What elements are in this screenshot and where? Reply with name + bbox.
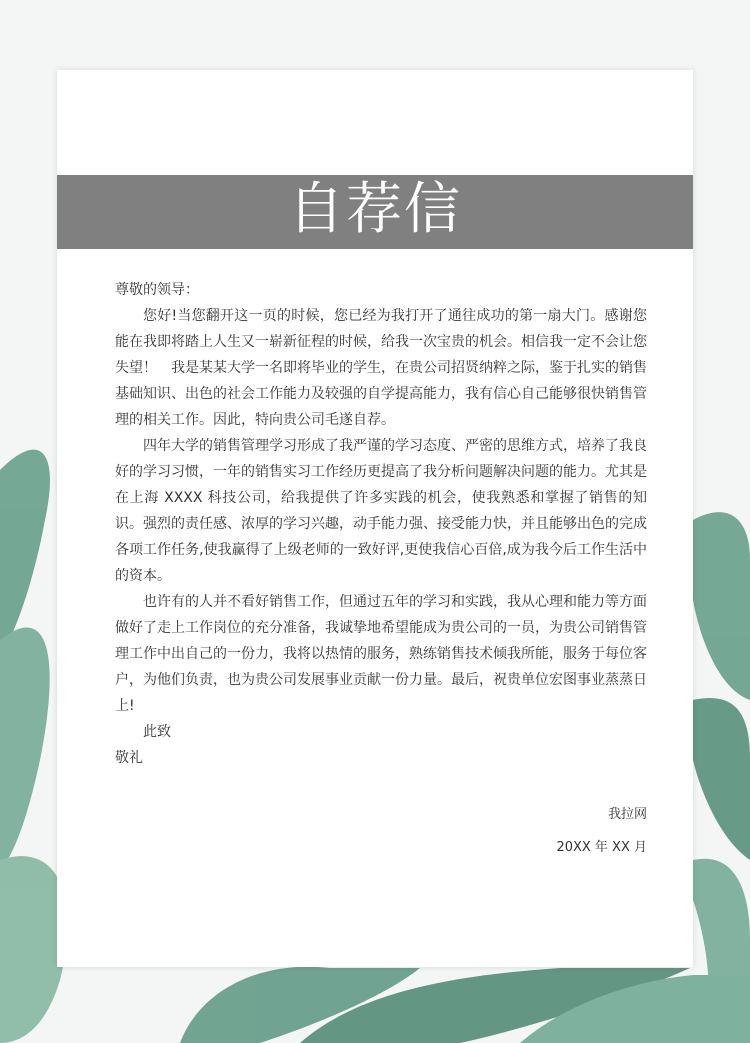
signature: 我拉网 [607,807,647,822]
paragraph: 四年大学的销售管理学习形成了我严谨的学习态度、严密的思维方式，培养了我良好的学习习惯，一年的销售实习工作经历更提高了我分析问题解决问题的能力。尤其是在上海 XXXX 科技公司，给我提供了许多实践的机会，使我熟悉和掌握了销售的知识。强烈的责任感、浓厚的学习兴趣，动手能力强、接受能力快，并且能够出色的完成各项工作任务,使我赢得了上级老师的一致好评,更使我信心百倍,成为我今后工作生活中的资本。 [115,438,647,584]
salutation: 尊敬的领导： [115,282,199,298]
letter-body [115,277,647,771]
title-banner [57,175,693,249]
page-title: 自荐信 [288,177,462,242]
regards: 敬礼 [115,750,143,766]
closing: 此致 [143,724,171,740]
letter-page [57,70,693,967]
date: 20XX 年 XX 月 [556,840,647,855]
paragraph: 您好!当您翻开这一页的时候，您已经为我打开了通往成功的第一扇大门。感谢您能在我即将踏上人生又一崭新征程的时候，给我一次宝贵的机会。相信我一定不会让您失望！ 我是某某大学一名即将毕业的学生，在贵公司招贤纳粹之际，鉴于扎实的销售基础知识、出色的社会工作能力及较强的自学提高能力，我有信心自己能够很快销售管理的相关工作。因此，特向贵公司毛遂自荐。 [115,308,647,428]
paragraph: 也许有的人并不看好销售工作，但通过五年的学习和实践，我从心理和能力等方面做好了走上工作岗位的充分准备，我诚挚地希望能成为贵公司的一员，为贵公司销售管理工作中出自己的一份力，我将以热情的服务，熟练销售技术倾我所能，服务于每位客户，为他们负责，也为贵公司发展事业贡献一份力量。最后，祝贵单位宏图事业蒸蒸日上! [115,594,647,714]
